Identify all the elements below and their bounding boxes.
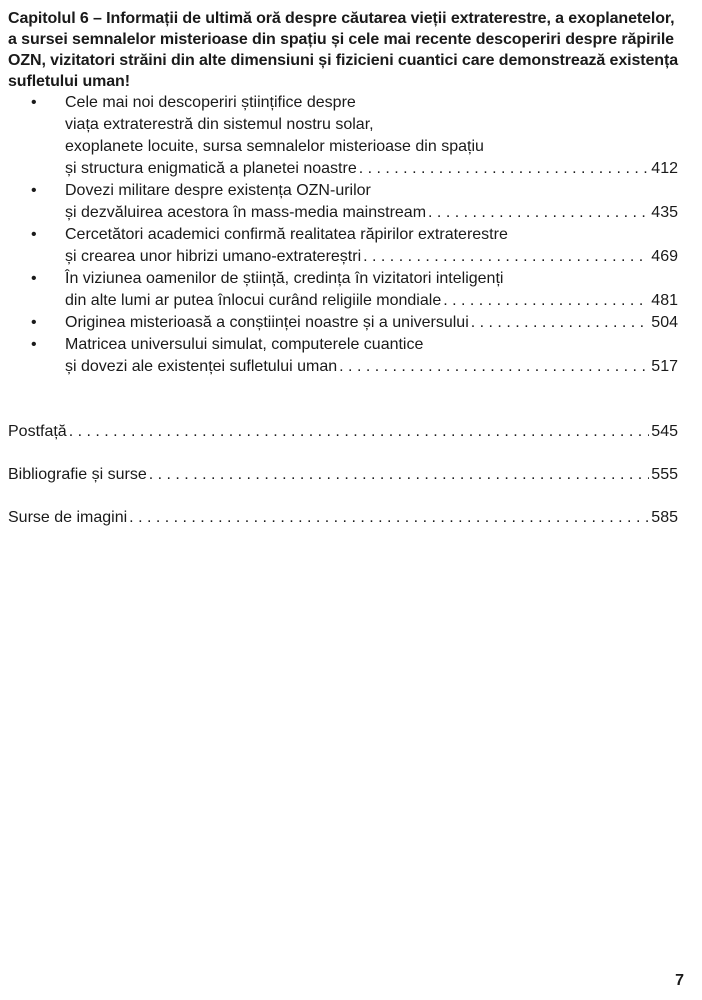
entry-leader-line xyxy=(65,312,678,334)
bullet: • xyxy=(31,314,37,331)
entry-line: În viziunea oamenilor de știință, credința în vizitatori inteligenți xyxy=(65,270,504,287)
entry-leader-line xyxy=(65,290,678,312)
entry-line: Dovezi militare despre existența OZN-urilor xyxy=(65,182,371,199)
dot-leader xyxy=(443,290,649,312)
bullet: • xyxy=(31,270,37,287)
page-number: 517 xyxy=(651,358,678,375)
page-number: 585 xyxy=(651,509,678,526)
dot-leader xyxy=(339,356,649,378)
entry-line: din alte lumi ar putea înlocui curând religiile mondiale xyxy=(65,292,442,309)
entry-line: Originea misterioasă a conștiinței noastre și a universului xyxy=(65,314,469,331)
dot-leader xyxy=(149,464,650,486)
entry-label: Bibliografie și surse xyxy=(8,466,147,483)
page-number: 412 xyxy=(651,160,678,177)
chapter-title: Capitolul 6 – Informații de ultimă oră despre căutarea vieții extraterestre, a exoplanetelor, a sursei semnalelor misterioase din spațiu și cele mai recente descoperiri despre răpirile OZN, vizitatori străini din alte dimensiuni și fizicieni cuantici care demonstrează existența sufletului uman! xyxy=(8,10,679,90)
dot-leader xyxy=(363,246,649,268)
entry-label: Surse de imagini xyxy=(8,509,128,526)
entry-leader-line xyxy=(65,158,678,180)
page-number: 435 xyxy=(651,204,678,221)
entry-line: și dezvăluirea acestora în mass-media mainstream xyxy=(65,204,427,221)
entry-line: Cele mai noi descoperiri științifice despre xyxy=(65,94,356,111)
page-number: 555 xyxy=(651,466,678,483)
toc-entry[interactable] xyxy=(8,92,678,180)
dot-leader xyxy=(428,202,649,224)
page-folio: 7 xyxy=(675,972,684,989)
page-number: 481 xyxy=(651,292,678,309)
bullet: • xyxy=(31,182,37,199)
toc-entry-surse-imagini[interactable] xyxy=(8,507,678,529)
entry-leader-line xyxy=(65,356,678,378)
toc-entry[interactable] xyxy=(8,224,678,268)
entry-line: Matricea universului simulat, computerele cuantice xyxy=(65,336,424,353)
toc-entry[interactable] xyxy=(8,334,678,378)
bullet: • xyxy=(31,226,37,243)
dot-leader xyxy=(471,312,650,334)
toc-entry[interactable] xyxy=(8,312,678,334)
table-of-contents xyxy=(8,8,678,550)
entry-line: și crearea unor hibrizi umano-extratereștri xyxy=(65,248,362,265)
chapter-entries xyxy=(8,92,678,378)
page-number: 545 xyxy=(651,423,678,440)
dot-leader xyxy=(69,421,650,443)
entry-leader-line xyxy=(65,202,678,224)
entry-leader-line xyxy=(65,246,678,268)
page-number: 469 xyxy=(651,248,678,265)
dot-leader xyxy=(359,158,650,180)
entry-label: Postfață xyxy=(8,423,67,440)
toc-entry-postfata[interactable] xyxy=(8,421,678,443)
back-matter xyxy=(8,421,678,529)
toc-entry-bibliografie[interactable] xyxy=(8,464,678,486)
entry-line: și structura enigmatică a planetei noastre xyxy=(65,160,357,177)
page-number: 504 xyxy=(651,314,678,331)
bullet: • xyxy=(31,336,37,353)
toc-entry[interactable] xyxy=(8,180,678,224)
entry-line: exoplanete locuite, sursa semnalelor misterioase din spațiu xyxy=(65,138,484,155)
bullet: • xyxy=(31,94,37,111)
entry-line: viața extraterestră din sistemul nostru solar, xyxy=(65,116,374,133)
entry-line: Cercetători academici confirmă realitatea răpirilor extraterestre xyxy=(65,226,508,243)
toc-entry[interactable] xyxy=(8,268,678,312)
entry-line: și dovezi ale existenței sufletului uman xyxy=(65,358,338,375)
dot-leader xyxy=(129,507,649,529)
